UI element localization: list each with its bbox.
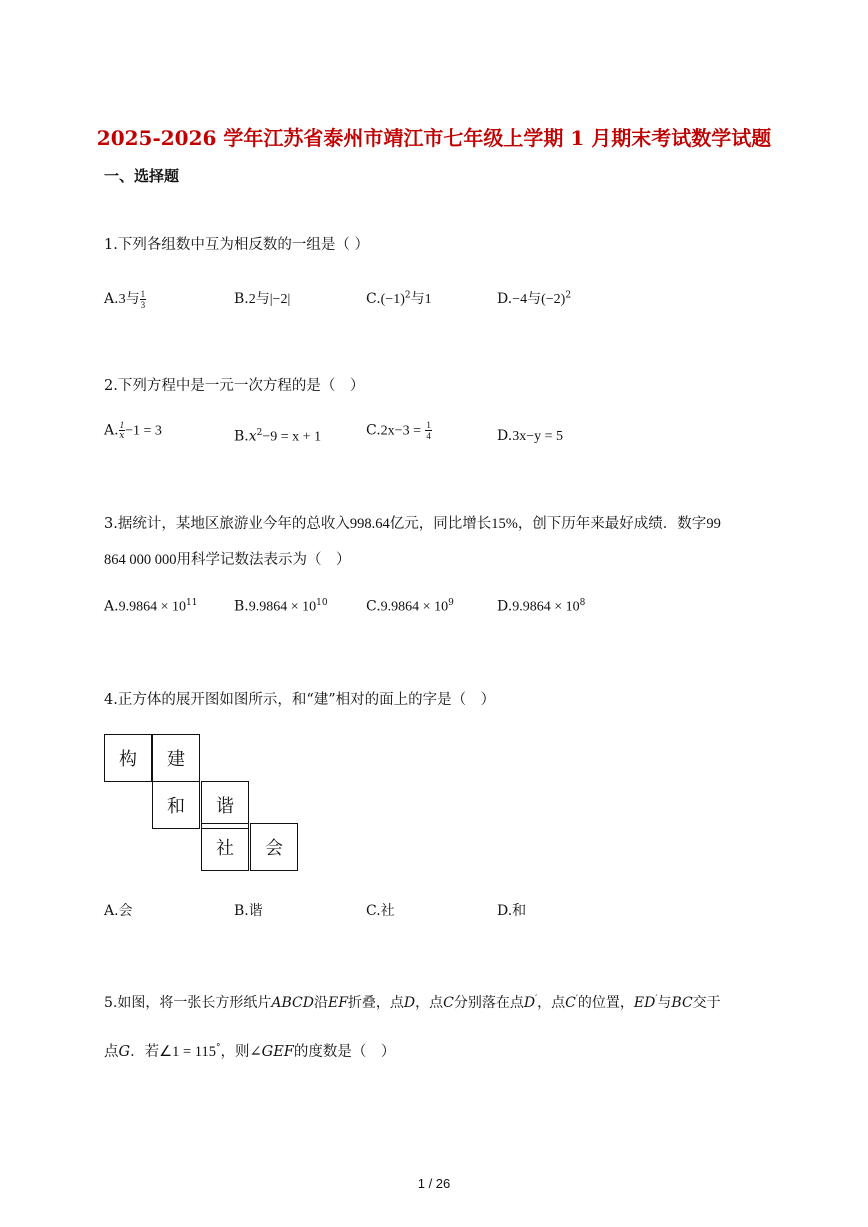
exponent: 9 [448, 598, 454, 608]
q2-option-a[interactable] [104, 420, 162, 441]
section-heading: 一、选择题 [104, 167, 180, 185]
fraction [140, 289, 147, 310]
text-run: 3.据统计，某地区旅游业今年的总收入 [104, 516, 350, 532]
math-bc: BC [671, 995, 693, 1011]
q3-option-c[interactable] [366, 598, 454, 616]
math-c-prime: C [565, 995, 576, 1011]
option-text: 3x−y = 5 [512, 429, 563, 444]
option-label: D. [497, 291, 513, 307]
q3-option-b[interactable] [234, 598, 328, 616]
math-angle-gef: ∠GEF [249, 1044, 294, 1060]
prime-mark: ′ [575, 994, 578, 1005]
exponent: 2 [256, 428, 263, 438]
number-part: 99 [706, 516, 721, 532]
option-base: −4与(−2) [512, 292, 566, 307]
math-ed-prime: ED [633, 995, 656, 1011]
option-text: 3与 [118, 292, 140, 307]
question-4-stem: 4.正方体的展开图如图所示，和“建”相对的面上的字是（ ） [104, 692, 496, 708]
math-ef: EF [327, 995, 348, 1011]
math-c: C [443, 995, 454, 1011]
text-run: 折叠，点 [347, 995, 404, 1011]
text-run: 沿 [313, 995, 328, 1011]
text-run: 的位置， [577, 995, 634, 1011]
option-label: C. [366, 598, 381, 615]
prime-mark: ′ [655, 994, 658, 1005]
option-label: C. [366, 422, 381, 439]
question-5-line-2 [104, 1040, 395, 1061]
q2-option-c[interactable] [366, 420, 432, 441]
option-base: 9.9864 × 10 [118, 599, 186, 615]
math-d-prime: D [523, 995, 536, 1011]
q3-option-d[interactable] [497, 598, 585, 616]
option-rest: −9 = x + 1 [262, 429, 322, 445]
option-label: A. [104, 422, 119, 439]
text-run: 5.如图，将一张长方形纸片 [104, 995, 272, 1011]
growth-value: 15% [491, 516, 518, 532]
math-angle-1: ∠1 = 115 [159, 1044, 216, 1060]
option-label: B. [234, 291, 249, 307]
q4-option-c[interactable]: C.社 [366, 903, 395, 919]
number-part: 864 000 000 [104, 552, 177, 568]
option-label: B. [234, 428, 249, 445]
q4-option-a[interactable]: A.会 [104, 903, 133, 919]
text-run: ，点 [415, 995, 444, 1011]
q2-option-d[interactable] [497, 428, 563, 445]
option-label: A. [104, 291, 119, 307]
denominator: x [119, 431, 125, 441]
text-run: 与 [657, 995, 672, 1011]
math-abcd: ABCD [271, 995, 314, 1011]
degree-mark: ° [215, 1043, 221, 1054]
q1-option-c[interactable] [366, 288, 432, 308]
text-run: 亿元，同比增长 [389, 516, 492, 532]
math-d: D [403, 995, 416, 1011]
fraction [425, 420, 432, 441]
text-run: 点 [104, 1044, 119, 1060]
q2-option-b[interactable] [234, 428, 321, 446]
text-run: 的度数是（ ） [293, 1044, 396, 1060]
document-title: 2025-2026 学年江苏省泰州市靖江市七年级上学期 1 月期末考试数学试题 [96, 126, 772, 150]
option-label: A. [104, 598, 119, 615]
text-run: ．若 [130, 1044, 160, 1060]
net-cell-4: 谐 [201, 781, 249, 829]
variable-x: x [248, 428, 257, 445]
option-label: B. [234, 598, 249, 615]
net-cell-3: 和 [152, 781, 200, 829]
q3-option-a[interactable] [104, 598, 197, 616]
numerator: 1 [140, 288, 146, 299]
net-cell-2: 建 [152, 734, 200, 782]
math-g: G [118, 1044, 131, 1060]
question-3-line-1 [104, 512, 721, 533]
option-base: 9.9864 × 10 [380, 599, 449, 615]
denominator: 3 [140, 299, 146, 310]
option-base: (−1) [380, 292, 405, 307]
net-cell-5: 社 [201, 823, 249, 871]
text-run: ，点 [537, 995, 566, 1011]
prime-mark: ′ [535, 994, 538, 1005]
question-3-line-2 [104, 548, 351, 569]
q1-option-d[interactable] [497, 288, 571, 308]
option-base: 9.9864 × 10 [512, 599, 580, 615]
revenue-value: 998.64 [349, 516, 390, 532]
numerator: 1 [426, 420, 431, 430]
option-label: D. [497, 428, 513, 444]
q4-option-d[interactable]: D.和 [497, 903, 527, 919]
numerator: 1 [119, 420, 125, 430]
exponent: 2 [404, 290, 411, 301]
text-run: 交于 [692, 995, 721, 1011]
option-label: D. [497, 598, 513, 615]
denominator: 4 [426, 431, 431, 441]
option-text: 2与|−2| [248, 292, 291, 307]
option-rest: −1 = 3 [125, 423, 162, 439]
text-run: ，创下历年来最好成绩．数字 [517, 516, 707, 532]
q1-option-a[interactable] [104, 288, 146, 310]
net-cell-6: 会 [250, 823, 298, 871]
option-label: C. [366, 291, 381, 307]
option-base: 9.9864 × 10 [248, 599, 317, 615]
question-2-stem: 2.下列方程中是一元一次方程的是（ ） [104, 378, 365, 394]
q4-option-b[interactable]: B.谐 [234, 903, 263, 919]
exponent: 2 [565, 290, 572, 301]
option-rest: 与1 [410, 292, 432, 307]
question-1-stem: 1.下列各组数中互为相反数的一组是（ ） [104, 237, 369, 253]
question-5-line-1 [104, 992, 721, 1012]
text-run: 分别落在点 [453, 995, 524, 1011]
q1-option-b[interactable] [234, 288, 290, 308]
text-run: 用科学记数法表示为（ ） [176, 552, 351, 568]
text-run: ，则 [220, 1044, 250, 1060]
option-lhs: 2x−3 = [380, 423, 421, 439]
page-number: 1 / 26 [417, 1176, 451, 1191]
exponent: 11 [185, 598, 198, 608]
net-cell-1: 构 [104, 734, 152, 782]
exponent: 8 [579, 598, 586, 608]
exponent: 10 [316, 598, 328, 608]
